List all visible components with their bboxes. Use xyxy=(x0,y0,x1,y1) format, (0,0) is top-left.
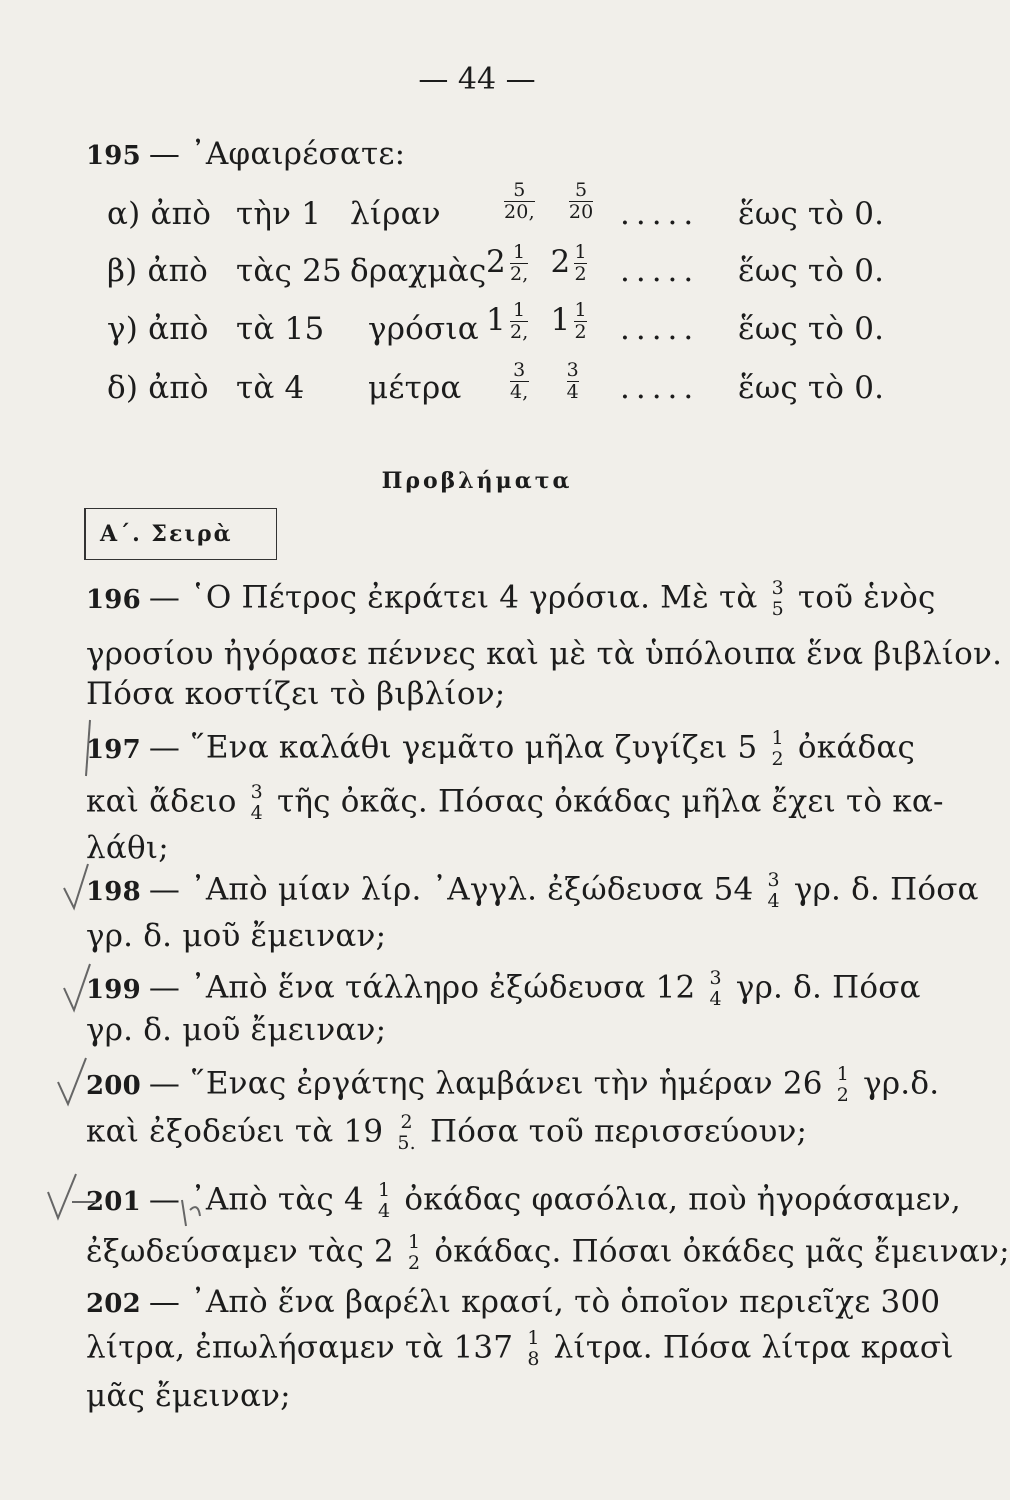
ex195-row-b-article: τὰς 25 xyxy=(236,253,342,289)
exercise-200-line-2: καὶ ἐξοδεύει τὰ 19 2 5. Πόσα τοῦ περισσεύουν; xyxy=(86,1111,808,1154)
exercise-196-line-1: 196 — ῾Ο Πέτρος ἐκράτει 4 γρόσια. Μὲ τὰ 3 5 τοῦ ἑνὸς xyxy=(86,577,936,620)
fraction: $\frac{1}{2,}$ xyxy=(509,299,529,343)
check-mark-icon xyxy=(42,1168,112,1228)
ex195-row-b-fractions: 2 $\frac{1}{2,}$ 2 $\frac{1}{2}$ xyxy=(486,241,587,285)
page-number: — 44 — xyxy=(418,62,536,97)
fraction: 1 4 xyxy=(378,1179,391,1222)
ex195-row-d-tail: ἕως τὸ 0. xyxy=(738,370,885,406)
leader-dots: ..... xyxy=(620,196,700,232)
pencil-scribble-icon xyxy=(176,1196,206,1230)
fraction: $\frac{3}{4,}$ xyxy=(510,359,529,403)
pencil-mark-icon xyxy=(60,716,100,786)
exercise-198-line-1: 198 — ᾿Απὸ μίαν λίρ. ᾿Αγγλ. ἐξώδευσα 54 3 4 γρ. δ. Πόσα xyxy=(86,869,979,912)
exercise-number: 197 xyxy=(86,734,141,765)
fraction: 3 5 xyxy=(771,577,784,620)
ex195-row-d-article: τὰ 4 xyxy=(236,370,305,406)
ex195-row-b-label: β) ἀπὸ xyxy=(107,253,209,289)
ex195-row-a-tail: ἕως τὸ 0. xyxy=(738,196,885,232)
ex195-row-a-fractions xyxy=(500,180,597,223)
exercise-202-line-3: μᾶς ἔμειναν; xyxy=(86,1378,291,1414)
ex195-row-c-label: γ) ἀπὸ xyxy=(107,311,209,347)
leader-dots: ..... xyxy=(620,311,700,347)
check-mark-icon xyxy=(58,958,98,1018)
fraction: $\frac{1}{2}$ xyxy=(574,299,587,343)
ex195-row-c-article: τὰ 15 xyxy=(236,311,325,347)
ex195-row-c-fractions: 1 $\frac{1}{2,}$ 1 $\frac{1}{2}$ xyxy=(486,299,587,343)
section-title: Προβλήματα xyxy=(381,468,573,494)
fraction: $\frac{1}{2,}$ xyxy=(509,241,529,285)
fraction: 3 4 xyxy=(250,781,263,824)
exercise-number: 200 xyxy=(86,1070,141,1101)
fraction: $\frac{1}{2}$ xyxy=(574,241,587,285)
exercise-number: 202 xyxy=(86,1289,141,1319)
fraction: $\frac{5}{20,}$ xyxy=(504,179,535,223)
exercise-199-line-1: 199 — ᾿Απὸ ἕνα τάλληρο ἐξώδευσα 12 3 4 γρ. δ. Πόσα xyxy=(86,967,921,1010)
exercise-200-line-1: 200 — ῞Ενας ἐργάτης λαμβάνει τὴν ἡμέραν 26 1 2 γρ.δ. xyxy=(86,1063,940,1106)
exercise-197-line-1: 197 — ῞Ενα καλάθι γεμᾶτο μῆλα ζυγίζει 5 1 2 ὀκάδας xyxy=(86,727,916,770)
ex195-row-a-unit: λίραν xyxy=(350,196,441,232)
fraction: 1 2 xyxy=(836,1063,850,1106)
leader-dots: ..... xyxy=(620,370,700,406)
exercise-196-line-3: Πόσα κοστίζει τὸ βιβλίον; xyxy=(86,676,506,712)
ex195-row-d-fractions xyxy=(506,360,583,403)
fraction: 1 8 xyxy=(527,1327,540,1370)
exercise-197-line-3: λάθι; xyxy=(86,830,169,866)
ex195-row-d-label: δ) ἀπὸ xyxy=(107,370,209,406)
exercise-202-line-2: λίτρα, ἐπωλήσαμεν τὰ 137 1 8 λίτρα. Πόσα λίτρα κρασὶ xyxy=(86,1327,954,1370)
exercise-198-line-2: γρ. δ. μοῦ ἔμειναν; xyxy=(86,918,387,954)
exercise-196-line-2: γροσίου ἠγόρασε πέννες καὶ μὲ τὰ ὑπόλοιπα ἕνα βιβλίον. xyxy=(86,636,1003,672)
series-label: Α΄. Σειρὰ xyxy=(100,521,233,547)
ex195-row-a-article: τὴν 1 xyxy=(236,196,322,232)
ex195-row-b-unit: δραχμὰς xyxy=(350,253,487,289)
fraction: 1 2 xyxy=(771,727,784,770)
exercise-number: 195 xyxy=(86,141,141,171)
heading-text: — ᾿Αφαιρέσατε: xyxy=(148,136,406,172)
fraction: 2 5. xyxy=(397,1111,416,1154)
fraction: 3 4 xyxy=(709,967,722,1010)
exercise-199-line-2: γρ. δ. μοῦ ἔμειναν; xyxy=(86,1012,387,1048)
exercise-201-line-1: 201 — ᾿Απὸ τὰς 4 1 4 ὀκάδας φασόλια, ποὺ ἠγοράσαμεν, xyxy=(86,1179,961,1222)
exercise-number: 199 xyxy=(86,974,141,1005)
fraction: 3 4 xyxy=(767,869,780,912)
exercise-202-line-1: 202 — ᾿Απὸ ἕνα βαρέλι κρασί, τὸ ὁποῖον περιεῖχε 300 xyxy=(86,1284,941,1320)
exercise-number: 196 xyxy=(86,584,141,615)
ex195-row-c-unit: γρόσια xyxy=(368,311,479,347)
fraction: $\frac{3}{4}$ xyxy=(566,359,579,403)
leader-dots: ..... xyxy=(620,253,700,289)
exercise-197-line-2: καὶ ἄδειο 3 4 τῆς ὀκᾶς. Πόσας ὀκάδας μῆλα ἔχει τὸ κα- xyxy=(86,781,944,824)
fraction: $\frac{5}{20}$ xyxy=(568,179,594,223)
check-mark-icon xyxy=(52,1052,96,1112)
exercise-number: 201 xyxy=(86,1186,141,1217)
ex195-row-a-label: α) ἀπὸ xyxy=(107,196,212,232)
ex195-row-d-unit: μέτρα xyxy=(368,370,462,406)
exercise-201-line-2: ἐξωδεύσαμεν τὰς 2 1 2 ὀκάδας. Πόσαι ὀκάδες μᾶς ἔμειναν; xyxy=(86,1231,1010,1274)
fraction: 1 2 xyxy=(408,1231,421,1274)
exercise-number: 198 xyxy=(86,876,141,907)
ex195-row-c-tail: ἕως τὸ 0. xyxy=(738,311,885,347)
exercise-195-heading xyxy=(86,136,405,172)
ex195-row-b-tail: ἕως τὸ 0. xyxy=(738,253,885,289)
check-mark-icon xyxy=(58,858,98,918)
